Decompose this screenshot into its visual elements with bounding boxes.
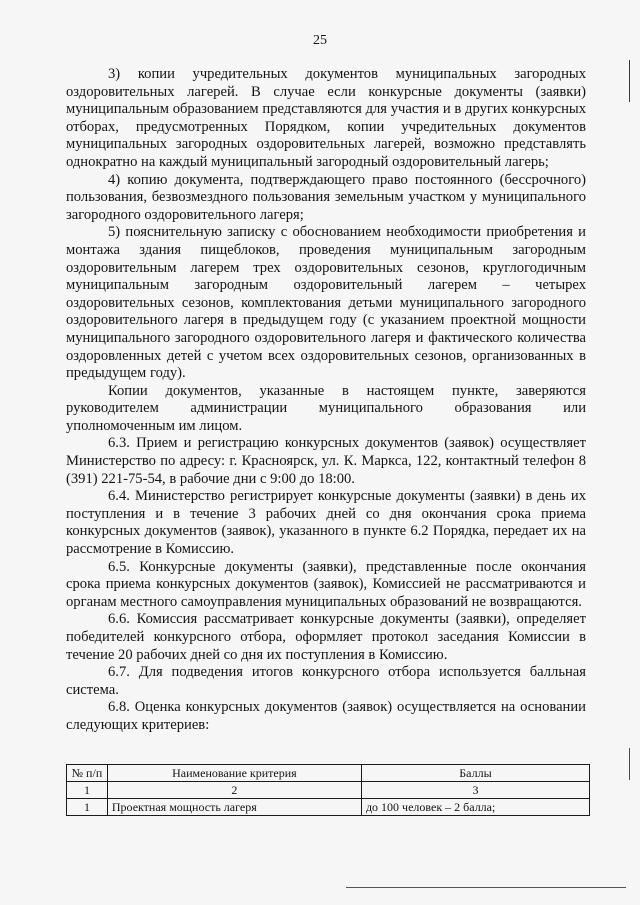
document-body	[66, 66, 586, 735]
points-cell: до 100 человек – 2 балла;	[361, 799, 589, 816]
scan-bottom-line	[346, 887, 626, 888]
index-cell: 2	[107, 782, 361, 799]
paragraph-certification: Копии документов, указанные в настоящем пункте, заверяются руководителем администрации муниципального образования или уполномоченным им лицом.	[66, 382, 586, 434]
paragraph-6-8: 6.8. Оценка конкурсных документов (заявок) осуществляется на основании следующих критериев:	[66, 699, 586, 733]
paragraph-item-4: 4) копию документа, подтверждающего право постоянного (бессрочного) пользования, безвозмездного пользования земельным участком у муниципального загородного оздоровительного лагеря;	[66, 171, 586, 223]
column-header-criterion: Наименование критерия	[107, 765, 361, 782]
paragraph-6-6: 6.6. Комиссия рассматривает конкурсные документы (заявки), определяет победителей конкурсного отбора, оформляет протокол заседания Комиссии в течение 20 рабочих дней со дня их поступления в Комиссию.	[66, 611, 586, 663]
index-cell: 1	[67, 782, 108, 799]
paragraph-item-3: 3) копии учредительных документов муниципальных загородных оздоровительных лагерей. В случае если конкурсные документы (заявки) муниципальным образованием представляются для участия и в других конкурсных отборах, предусмотренных Порядком, копии учредительных документов муниципальных загородных оздоровительных лагерей, возможно представлять однократно на каждый муниципальный загородный оздоровительный лагерь;	[66, 66, 586, 170]
table-header-row	[67, 765, 590, 782]
paragraph-6-4: 6.4. Министерство регистрирует конкурсные документы (заявки) в день их поступления и в течение 3 рабочих дней со дня окончания срока приема конкурсных документов (заявок), указанного в пункте 6.2 Порядка, передает их на рассмотрение в Комиссию.	[66, 488, 586, 558]
column-header-number: № п/п	[67, 765, 108, 782]
page-number: 25	[313, 33, 327, 48]
criteria-table	[66, 764, 590, 816]
table-index-row	[67, 782, 590, 799]
criterion-cell: Проектная мощность лагеря	[107, 799, 361, 816]
paragraph-item-5: 5) пояснительную записку с обоснованием необходимости приобретения и монтажа здания пищеблоков, проведения муниципальным загородным оздоровительным лагерем трех оздоровительных сезонов, круглогодичным муниципальным загородным оздоровительный лагерем – четырех оздоровительных сезонов, комплектования детьми муниципального загородного оздоровительного лагеря в предыдущем году (с указанием проектной мощности муниципального загородного оздоровительного лагеря и фактического количества оздоровленных детей с учетом всех оздоровительных сезонов, организованных в предыдущем году).	[66, 224, 586, 382]
paragraph-6-7: 6.7. Для подведения итогов конкурсного отбора используется балльная система.	[66, 664, 586, 698]
column-header-points: Баллы	[361, 765, 589, 782]
table-row	[67, 799, 590, 816]
scan-edge-mark	[629, 748, 630, 780]
paragraph-6-3: 6.3. Прием и регистрацию конкурсных документов (заявок) осуществляет Министерство по адресу: г. Красноярск, ул. К. Маркса, 122, контактный телефон 8 (391) 221-75-54, в рабочие дни с 9:00 до 18:00.	[66, 435, 586, 487]
row-number-cell: 1	[67, 799, 108, 816]
scan-edge-mark	[629, 60, 630, 102]
paragraph-6-5: 6.5. Конкурсные документы (заявки), представленные после окончания срока приема конкурсных документов (заявок), Комиссией не рассматриваются и органам местного самоуправления муниципальных образований не возвращаются.	[66, 558, 586, 610]
index-cell: 3	[361, 782, 589, 799]
